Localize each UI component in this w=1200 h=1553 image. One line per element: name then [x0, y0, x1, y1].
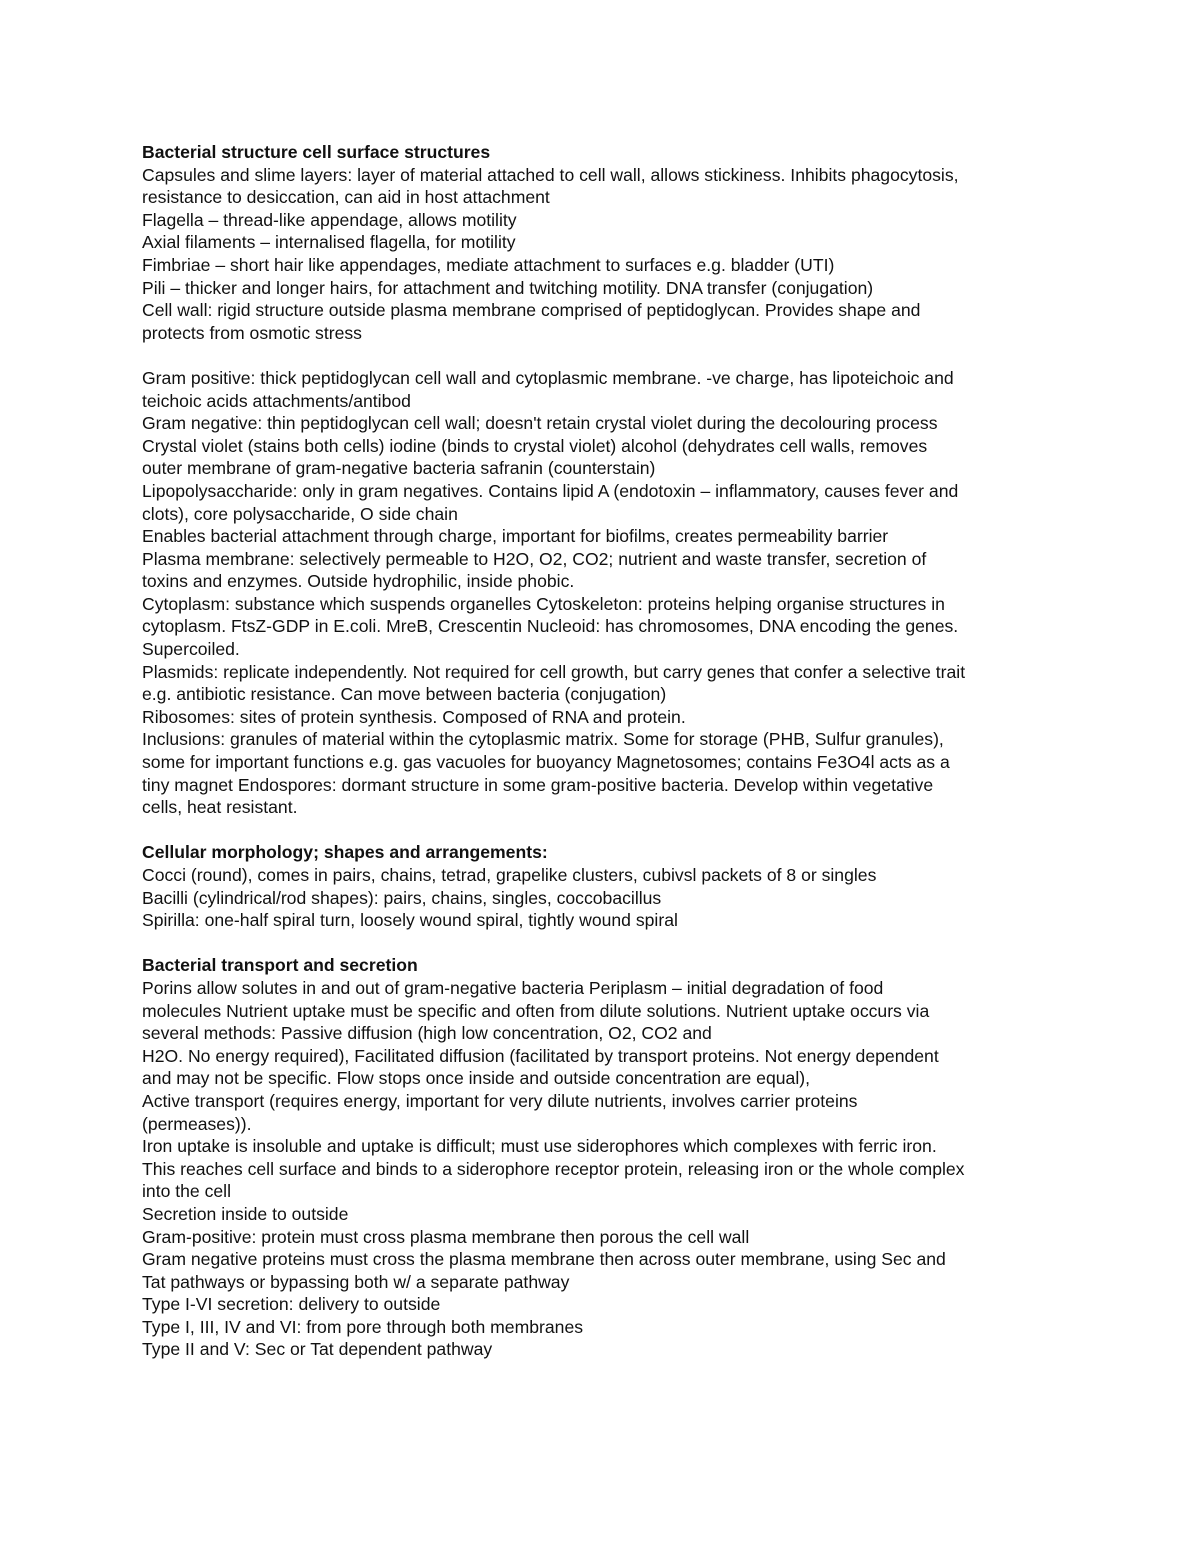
paragraph-line: Pili – thicker and longer hairs, for attachment and twitching motility. DNA transfer (conjugation) [142, 277, 874, 298]
document-page [142, 141, 1077, 1361]
paragraph-line: several methods: Passive diffusion (high low concentration, O2, CO2 and [142, 1023, 712, 1044]
paragraph-line: Cell wall: rigid structure outside plasma membrane comprised of peptidoglycan. Provides shape and [142, 300, 921, 321]
paragraph-line: outer membrane of gram-negative bacteria safranin (counterstain) [142, 458, 656, 479]
paragraph-line: into the cell [142, 1181, 231, 1202]
paragraph-line: protects from osmotic stress [142, 322, 362, 343]
paragraph-line: Gram positive: thick peptidoglycan cell wall and cytoplasmic membrane. -ve charge, has lipoteichoic and [142, 367, 954, 388]
paragraph-line: Active transport (requires energy, important for very dilute nutrients, involves carrier proteins [142, 1090, 858, 1111]
section-heading: Bacterial structure cell surface structures [142, 142, 491, 162]
section-heading: Bacterial transport and secretion [142, 955, 418, 976]
section-cellular-morphology [142, 841, 1077, 931]
paragraph-line: and may not be specific. Flow stops once inside and outside concentration are equal), [142, 1068, 810, 1089]
paragraph-spacer [142, 932, 1077, 955]
paragraph-line: Supercoiled. [142, 639, 240, 660]
paragraph-line: Secretion inside to outside [142, 1203, 349, 1224]
paragraph-line: toxins and enzymes. Outside hydrophilic, inside phobic. [142, 571, 575, 592]
paragraph-line: Plasma membrane: selectively permeable to H2O, O2, CO2; nutrient and waste transfer, secretion of [142, 548, 927, 569]
paragraph-line: Porins allow solutes in and out of gram-negative bacteria Periplasm – initial degradation of food [142, 977, 884, 998]
paragraph-line: Tat pathways or bypassing both w/ a separate pathway [142, 1271, 570, 1292]
paragraph-line: Axial filaments – internalised flagella, for motility [142, 232, 516, 253]
paragraph-line: cells, heat resistant. [142, 797, 298, 818]
paragraph-line: Crystal violet (stains both cells) iodine (binds to crystal violet) alcohol (dehydrates cell walls, removes [142, 435, 928, 456]
paragraph-line: This reaches cell surface and binds to a siderophore receptor protein, releasing iron or the whole complex [142, 1158, 965, 1179]
paragraph-line: teichoic acids attachments/antibod [142, 390, 411, 411]
paragraph-line: Ribosomes: sites of protein synthesis. Composed of RNA and protein. [142, 706, 686, 727]
paragraph-line: Gram-positive: protein must cross plasma membrane then porous the cell wall [142, 1226, 750, 1247]
paragraph-line: cytoplasm. FtsZ-GDP in E.coli. MreB, Crescentin Nucleoid: has chromosomes, DNA encoding the genes. [142, 616, 959, 637]
paragraph-line: Enables bacterial attachment through charge, important for biofilms, creates permeability barrier [142, 526, 889, 547]
paragraph-line: Type I, III, IV and VI: from pore through both membranes [142, 1316, 584, 1337]
paragraph-line: Spirilla: one-half spiral turn, loosely wound spiral, tightly wound spiral [142, 910, 678, 931]
section-transport-secretion [142, 954, 1077, 1361]
paragraph-line: Gram negative: thin peptidoglycan cell wall; doesn't retain crystal violet during the decolouring process [142, 413, 938, 434]
paragraph-spacer [142, 344, 1077, 367]
section-heading: Cellular morphology; shapes and arrangements: [142, 842, 548, 863]
paragraph-line: Lipopolysaccharide: only in gram negatives. Contains lipid A (endotoxin – inflammatory, causes fever and [142, 480, 959, 501]
paragraph-line: Fimbriae – short hair like appendages, mediate attachment to surfaces e.g. bladder (UTI) [142, 254, 835, 275]
paragraph-line: Inclusions: granules of material within the cytoplasmic matrix. Some for storage (PHB, Sulfur granules), [142, 729, 944, 750]
paragraph-line: Bacilli (cylindrical/rod shapes): pairs, chains, singles, coccobacillus [142, 887, 662, 908]
paragraph-line: Iron uptake is insoluble and uptake is difficult; must use siderophores which complexes with ferric iron. [142, 1136, 937, 1157]
paragraph-line: Type II and V: Sec or Tat dependent pathway [142, 1339, 493, 1360]
section-cell-components [142, 367, 1077, 819]
paragraph-line: Flagella – thread-like appendage, allows motility [142, 209, 517, 230]
paragraph-line: Capsules and slime layers: layer of material attached to cell wall, allows stickiness. Inhibits phagocytosis, [142, 164, 959, 185]
paragraph-line: resistance to desiccation, can aid in host attachment [142, 187, 550, 208]
paragraph-line: Cocci (round), comes in pairs, chains, tetrad, grapelike clusters, cubivsl packets of 8 or singles [142, 865, 877, 885]
section-cell-surface-structures [142, 141, 1077, 344]
paragraph-line: e.g. antibiotic resistance. Can move between bacteria (conjugation) [142, 684, 667, 705]
paragraph-line: molecules Nutrient uptake must be specific and often from dilute solutions. Nutrient uptake occurs via [142, 1000, 930, 1021]
paragraph-spacer [142, 819, 1077, 842]
paragraph-line: Gram negative proteins must cross the plasma membrane then across outer membrane, using Sec and [142, 1249, 946, 1270]
paragraph-line: tiny magnet Endospores: dormant structure in some gram-positive bacteria. Develop within vegetative [142, 774, 934, 795]
paragraph-line: clots), core polysaccharide, O side chain [142, 503, 458, 524]
paragraph-line: Type I-VI secretion: delivery to outside [142, 1294, 441, 1315]
paragraph-line: H2O. No energy required), Facilitated diffusion (facilitated by transport proteins. Not energy dependent [142, 1045, 939, 1066]
paragraph-line: some for important functions e.g. gas vacuoles for buoyancy Magnetosomes; contains Fe3O4l acts as a [142, 752, 950, 773]
paragraph-line: Cytoplasm: substance which suspends organelles Cytoskeleton: proteins helping organise structures in [142, 593, 945, 614]
paragraph-line: Plasmids: replicate independently. Not required for cell growth, but carry genes that confer a selective trait [142, 661, 966, 682]
paragraph-line: (permeases)). [142, 1113, 252, 1134]
